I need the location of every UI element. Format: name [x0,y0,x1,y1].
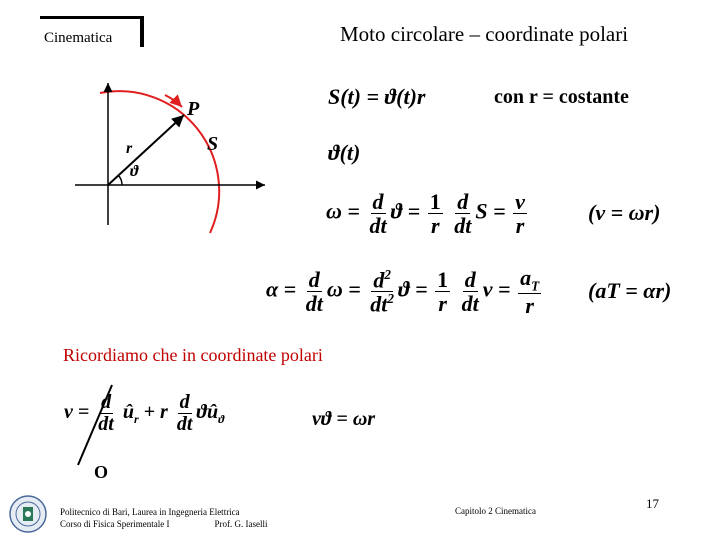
constant-radius-note: con r = costante [494,86,629,108]
angle-label: ϑ [130,163,139,180]
equation-polar-velocity: v = $\frac{d}{dt}$ $û_r + r$ $\frac{d}{dt}$ $ϑû_ϑ$ [64,391,225,435]
slide-title: Moto circolare – coordinate polari [340,22,629,46]
university-logo-icon [8,494,48,534]
point-label: P [187,98,200,120]
origin-label: O [94,462,109,482]
v-theta-equation: vϑ = ωr [312,408,376,430]
velocity-relation: (v = ωr) [588,200,661,225]
angle-arc [118,175,122,185]
strike-line [60,380,120,470]
tangential-acceleration-relation: (aT = αr) [588,278,672,303]
equation-angle: ϑ(t) [328,140,361,165]
radius-vector [108,115,184,185]
velocity-arrow [165,95,182,107]
circular-motion-diagram [60,75,270,240]
equation-angular-velocity: ω = $\frac{d}{dt}$ ϑ = $\frac{1}{r}$ $\frac{d}{dt}$ S = $\frac{v}{r}$ [326,189,525,239]
arc-label: S [207,133,219,155]
radius-label: r [126,140,133,157]
equation-arc-length: S(t) = ϑ(t)r [328,84,426,109]
footer-chapter: Capitolo 2 Cinematica [455,506,536,516]
equation-angular-acceleration: α = $\frac{d}{dt}$ ω = $\frac{d^2}{dt^2}$ ϑ = $\frac{1}{r}$ $\frac{d}{dt}$ v = $\frac{a_T}{r}$ [266,265,540,319]
page-number: 17 [646,496,659,511]
section-label: Cinematica [44,30,113,46]
circle-arc [100,91,219,233]
reminder-text: Ricordiamo che in coordinate polari [63,345,323,365]
footer-institution: Politecnico di Bari, Laurea in Ingegneria Elettrica Corso di Fisica Sperimentale I Prof. G. Iaselli [60,507,268,530]
